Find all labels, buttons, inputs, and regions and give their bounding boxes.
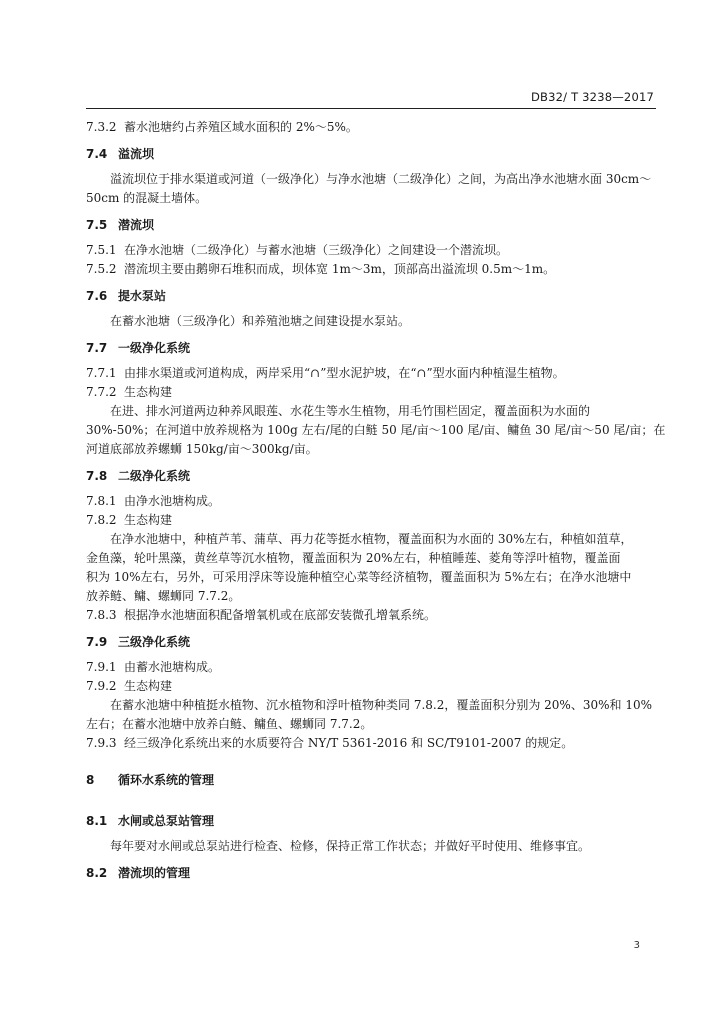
standard-code: DB32/ T 3238—2017: [530, 90, 654, 104]
section-heading: [86, 145, 656, 164]
section-heading: [86, 864, 656, 883]
document-body: [86, 118, 666, 889]
section-heading: [86, 812, 656, 831]
heading-title: 二级净化系统: [118, 469, 191, 483]
indented-paragraph: 每年要对水闸或总泵站进行检查、检修，保持正常工作状态；并做好平时使用、维修事宜。: [110, 839, 591, 853]
numbered-paragraph: [86, 606, 656, 625]
clause-number: 7.9.3: [86, 736, 117, 750]
numbered-paragraph: [86, 734, 656, 753]
indented-paragraph: 在净水池塘中，种植芦苇、蒲草、再力花等挺水植物，覆盖面积为水面的 30%左右，种植如菹草，: [110, 532, 633, 546]
clause-number: 7.3.2: [86, 120, 117, 134]
heading-title: 一级净化系统: [118, 341, 191, 355]
numbered-paragraph: [86, 511, 656, 530]
clause-text: 生态构建: [124, 679, 173, 693]
clause-number: 7.8.3: [86, 608, 117, 622]
indented-paragraph: 溢流坝位于排水渠道或河道（一级净化）与净水池塘（二级净化）之间，为高出净水池塘水面 30cm～: [110, 172, 652, 186]
heading-title: 潜流坝: [118, 218, 155, 232]
heading-title: 三级净化系统: [118, 635, 191, 649]
clause-number: 7.9.1: [86, 660, 117, 674]
numbered-paragraph: [86, 677, 656, 696]
numbered-paragraph: [86, 364, 656, 383]
heading-title: 循环水系统的管理: [118, 773, 215, 787]
clause-text: 由排水渠道或河道构成，两岸采用“∩”型水泥护坡，在“∩”型水面内种植湿生植物。: [124, 366, 565, 380]
paragraph-continuation: 50cm 的混凝土墙体。: [86, 191, 208, 205]
clause-number: 7.8.1: [86, 494, 117, 508]
heading-number: 8.2: [86, 866, 108, 880]
heading-title: 潜流坝的管理: [118, 866, 191, 880]
paragraph-continuation: 30%-50%；在河道中放养规格为 100g 左右/尾的白鲢 50 尾/亩～100 尾/亩、鳙鱼 30 尾/亩～50 尾/亩；在: [86, 423, 666, 437]
paragraph-continuation: 河道底部放养螺蛳 150kg/亩～300kg/亩。: [86, 442, 318, 456]
paragraph-continuation: 金鱼藻，轮叶黑藻，黄丝草等沉水植物，覆盖面积为 20%左右，种植睡莲、菱角等浮叶植物，覆盖面: [86, 551, 621, 565]
heading-number: 7.4: [86, 147, 108, 161]
heading-title: 溢流坝: [118, 147, 155, 161]
clause-number: 7.7.2: [86, 385, 117, 399]
heading-number: 7.5: [86, 218, 108, 232]
paragraph-continuation: 左右；在蓄水池塘中放养白鲢、鳙鱼、螺蛳同 7.7.2。: [86, 717, 373, 731]
heading-title: 提水泵站: [118, 289, 167, 303]
heading-title: 水闸或总泵站管理: [118, 814, 215, 828]
clause-text: 由净水池塘构成。: [124, 494, 221, 508]
indented-paragraph: 在进、排水河道两边种养风眼莲、水花生等水生植物，用毛竹围栏固定，覆盖面积为水面的: [110, 404, 591, 418]
section-heading: [86, 339, 656, 358]
numbered-paragraph: [86, 492, 656, 511]
clause-number: 7.5.1: [86, 243, 117, 257]
header-rule: [86, 108, 656, 109]
heading-number: 7.7: [86, 341, 108, 355]
clause-number: 7.5.2: [86, 262, 117, 276]
heading-number: 7.8: [86, 469, 108, 483]
clause-text: 潜流坝主要由鹅卵石堆积而成，坝体宽 1m～3m，顶部高出溢流坝 0.5m～1m。: [124, 262, 556, 276]
paragraph-continuation: 积为 10%左右，另外，可采用浮床等设施种植空心菜等经济植物，覆盖面积为 5%左右；在净水池塘中: [86, 570, 632, 584]
heading-number: 7.6: [86, 289, 108, 303]
clause-text: 在净水池塘（二级净化）与蓄水池塘（三级净化）之间建设一个潜流坝。: [124, 243, 509, 257]
heading-number: 7.9: [86, 635, 108, 649]
section-heading: [86, 216, 656, 235]
heading-number: 8: [86, 773, 95, 787]
clause-number: 7.8.2: [86, 513, 117, 527]
section-heading: [86, 633, 656, 652]
clause-text: 蓄水池塘约占养殖区域水面积的 2%～5%。: [124, 120, 358, 134]
chapter-heading: [86, 771, 656, 790]
indented-paragraph: 在蓄水池塘中种植挺水植物、沉水植物和浮叶植物种类同 7.8.2，覆盖面积分别为 20%、30%和 10%: [110, 698, 652, 712]
numbered-paragraph: [86, 118, 656, 137]
section-heading: [86, 287, 656, 306]
numbered-paragraph: [86, 241, 656, 260]
numbered-paragraph: [86, 260, 656, 279]
numbered-paragraph: [86, 383, 656, 402]
clause-text: 生态构建: [124, 385, 173, 399]
clause-number: 7.9.2: [86, 679, 117, 693]
clause-text: 根据净水池塘面积配备增氧机或在底部安装微孔增氧系统。: [124, 608, 437, 622]
section-heading: [86, 467, 656, 486]
numbered-paragraph: [86, 658, 656, 677]
clause-text: 经三级净化系统出来的水质要符合 NY/T 5361-2016 和 SC/T9101-2007 的规定。: [124, 736, 574, 750]
clause-text: 由蓄水池塘构成。: [124, 660, 221, 674]
heading-number: 8.1: [86, 814, 108, 828]
page-number: 3: [633, 940, 640, 951]
clause-number: 7.7.1: [86, 366, 117, 380]
paragraph-continuation: 放养鲢、鳙、螺蛳同 7.7.2。: [86, 589, 241, 603]
clause-text: 生态构建: [124, 513, 173, 527]
indented-paragraph: 在蓄水池塘（三级净化）和养殖池塘之间建设提水泵站。: [110, 314, 411, 328]
